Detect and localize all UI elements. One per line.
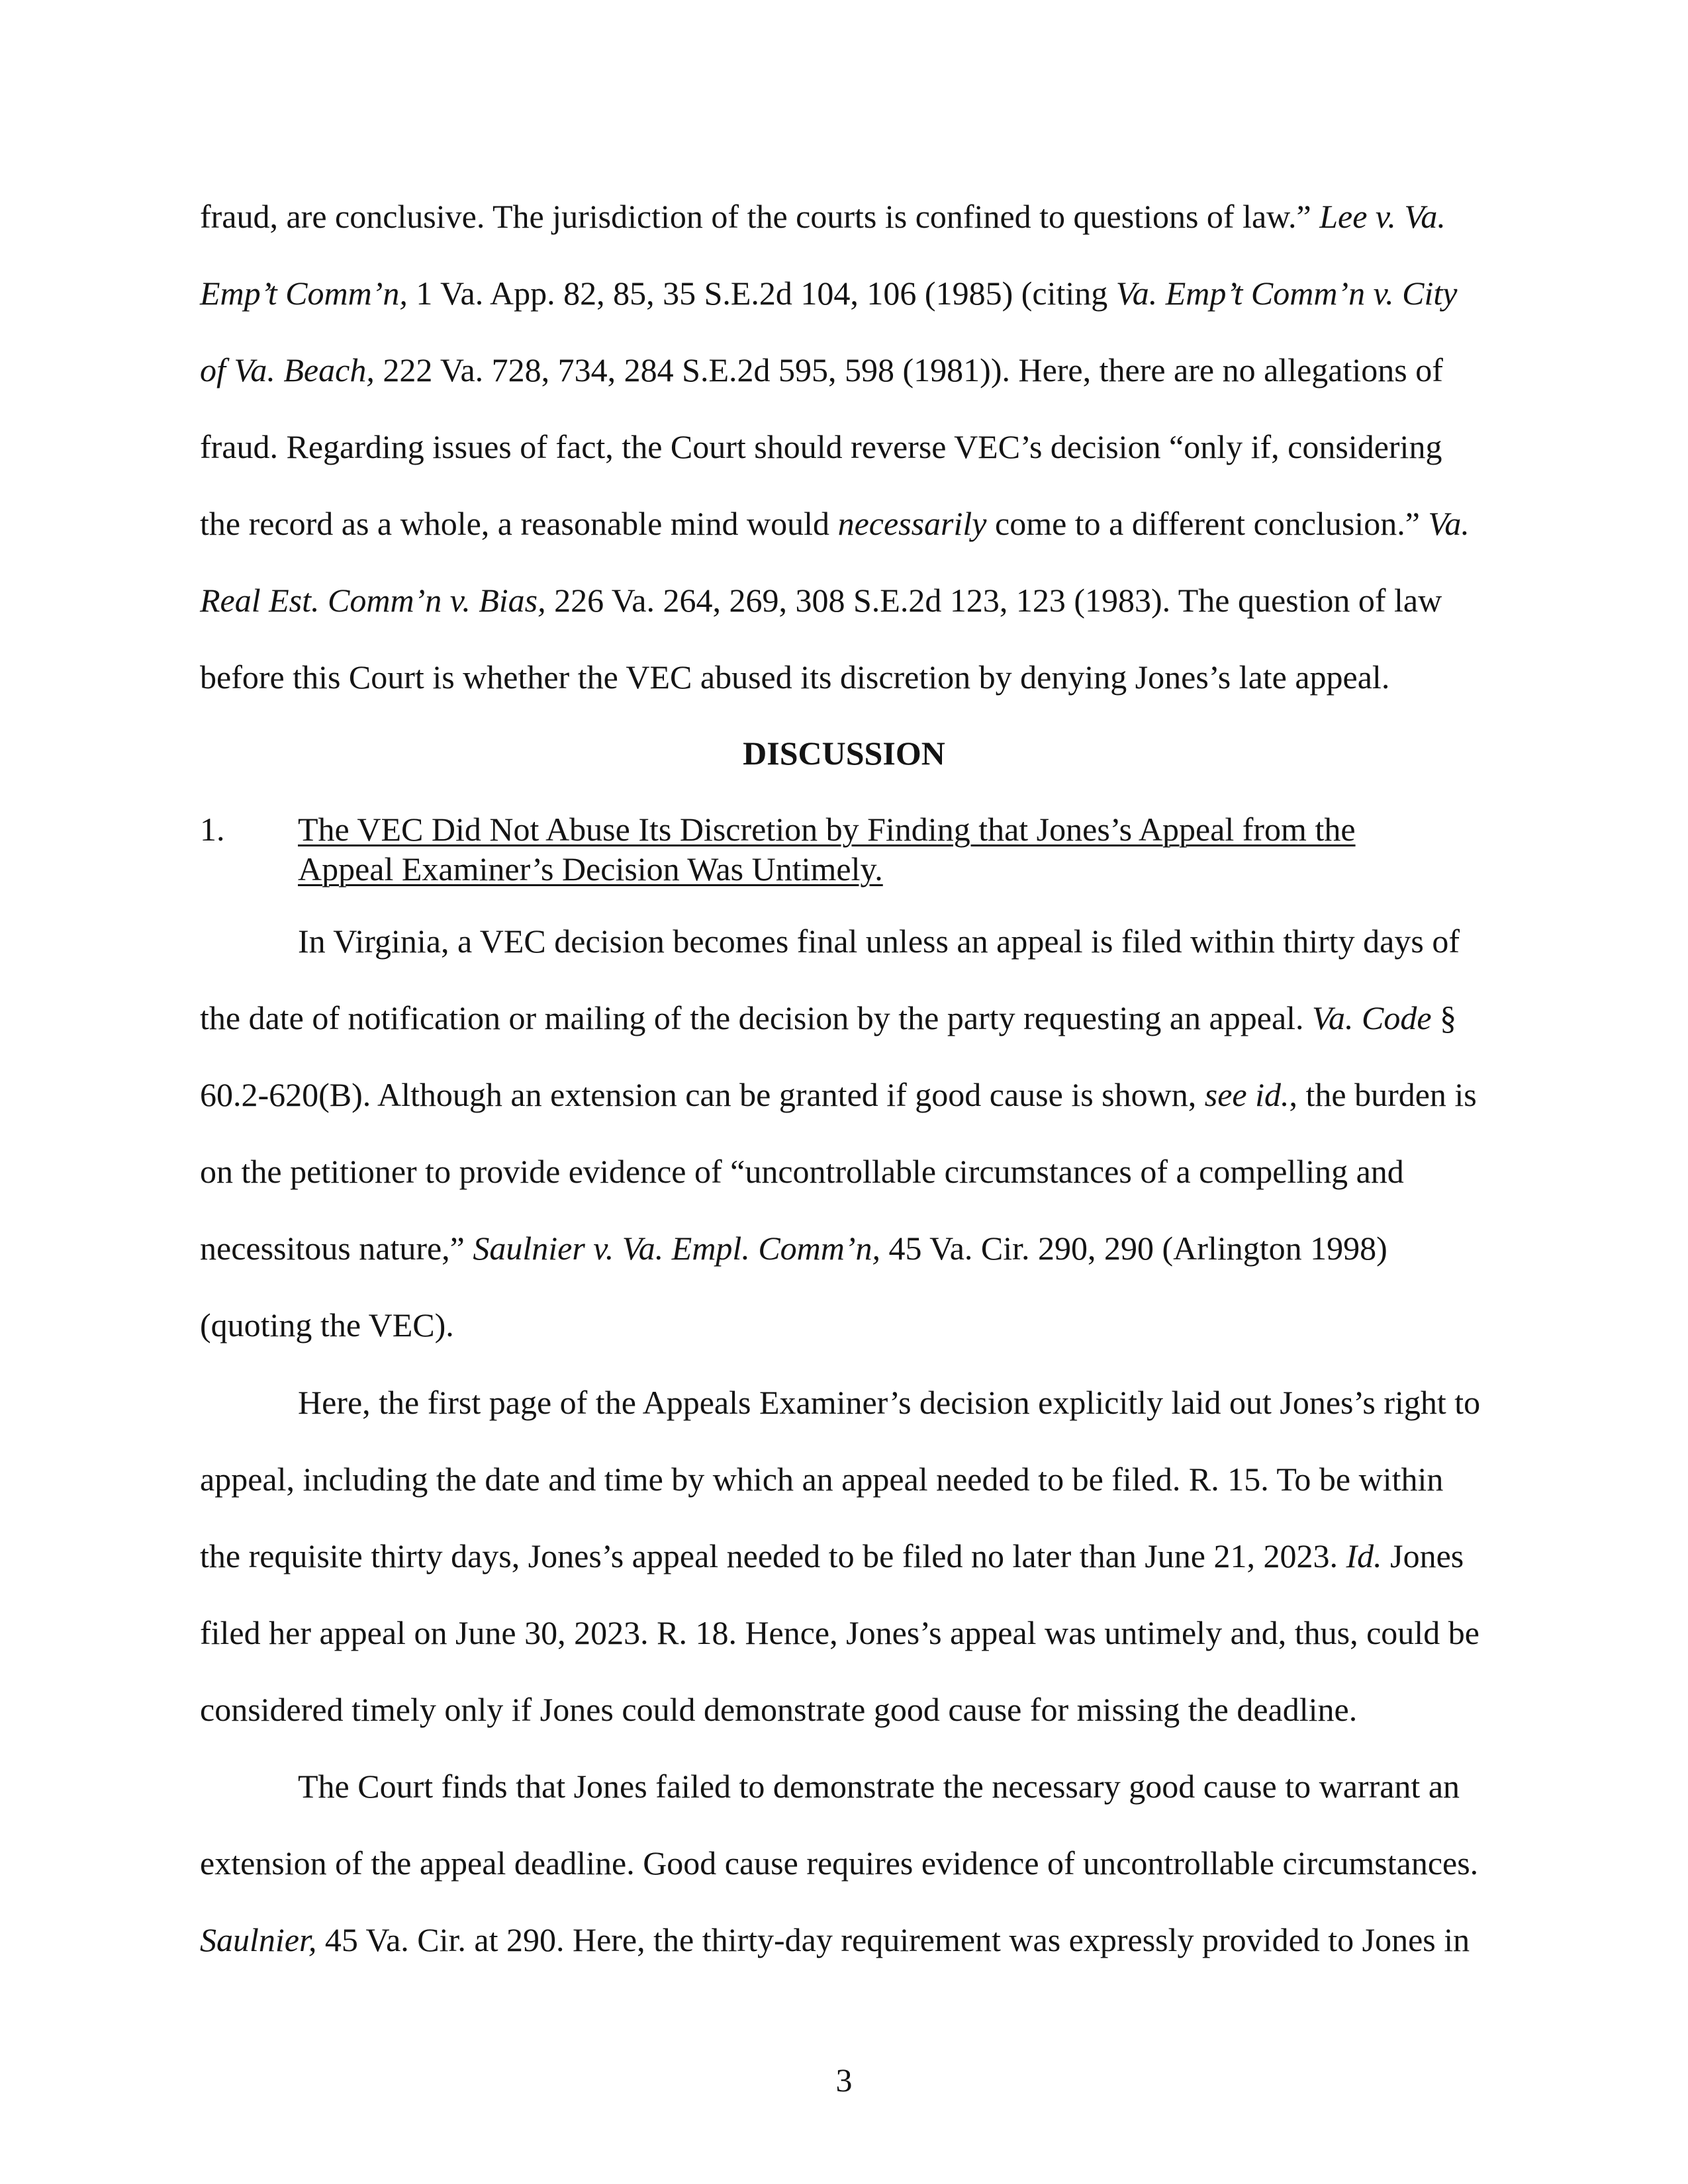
text-line: Here, the first page of the Appeals Examiner’s decision explicitly laid out Jones’s right to [298, 1384, 1481, 1421]
text-line: the requisite thirty days, Jones’s appeal needed to be filed no later than June 21, 2023. Id. Jones [200, 1537, 1464, 1574]
text-line: the date of notification or mailing of the decision by the party requesting an appeal. Va. Code § [200, 999, 1457, 1036]
subsection-title-line: Appeal Examiner’s Decision Was Untimely. [298, 850, 883, 887]
text-line: 60.2-620(B). Although an extension can be granted if good cause is shown, see id., the burden is [200, 1076, 1477, 1113]
text-line: before this Court is whether the VEC abused its discretion by denying Jones’s late appeal. [200, 659, 1390, 696]
text-line: the record as a whole, a reasonable mind would necessarily come to a different conclusion.” Va. [200, 505, 1470, 542]
text-line: considered timely only if Jones could demonstrate good cause for missing the deadline. [200, 1691, 1358, 1728]
subsection-title-line: The VEC Did Not Abuse Its Discretion by Finding that Jones’s Appeal from the [298, 811, 1356, 848]
section-heading: DISCUSSION [743, 735, 945, 772]
text-line: Emp’t Comm’n, 1 Va. App. 82, 85, 35 S.E.2d 104, 106 (1985) (citing Va. Emp’t Comm’n v. City [200, 275, 1458, 312]
text-line: In Virginia, a VEC decision becomes final unless an appeal is filed within thirty days of [298, 923, 1460, 960]
text-line: Saulnier, 45 Va. Cir. at 290. Here, the thirty-day requirement was expressly provided to Jones in [200, 1921, 1470, 1958]
text-line: filed her appeal on June 30, 2023. R. 18. Hence, Jones’s appeal was untimely and, thus, could be [200, 1614, 1479, 1651]
text-line: The Court finds that Jones failed to demonstrate the necessary good cause to warrant an [298, 1768, 1460, 1805]
text-line: of Va. Beach, 222 Va. 728, 734, 284 S.E.2d 595, 598 (1981)). Here, there are no allegations of [200, 351, 1443, 388]
section-number: 1. [200, 811, 225, 848]
text-line: appeal, including the date and time by which an appeal needed to be filed. R. 15. To be within [200, 1461, 1444, 1498]
text-line: (quoting the VEC). [200, 1306, 454, 1343]
text-line: on the petitioner to provide evidence of “uncontrollable circumstances of a compelling and [200, 1153, 1404, 1190]
text-line: Real Est. Comm’n v. Bias, 226 Va. 264, 269, 308 S.E.2d 123, 123 (1983). The question of law [200, 582, 1442, 619]
text-line: extension of the appeal deadline. Good cause requires evidence of uncontrollable circumstances. [200, 1844, 1479, 1882]
text-line: fraud. Regarding issues of fact, the Court should reverse VEC’s decision “only if, considering [200, 428, 1442, 465]
text-line: fraud, are conclusive. The jurisdiction of the courts is confined to questions of law.” Lee v. Va. [200, 198, 1446, 235]
page-number: 3 [835, 2062, 853, 2099]
text-line: necessitous nature,” Saulnier v. Va. Empl. Comm’n, 45 Va. Cir. 290, 290 (Arlington 1998) [200, 1230, 1387, 1267]
